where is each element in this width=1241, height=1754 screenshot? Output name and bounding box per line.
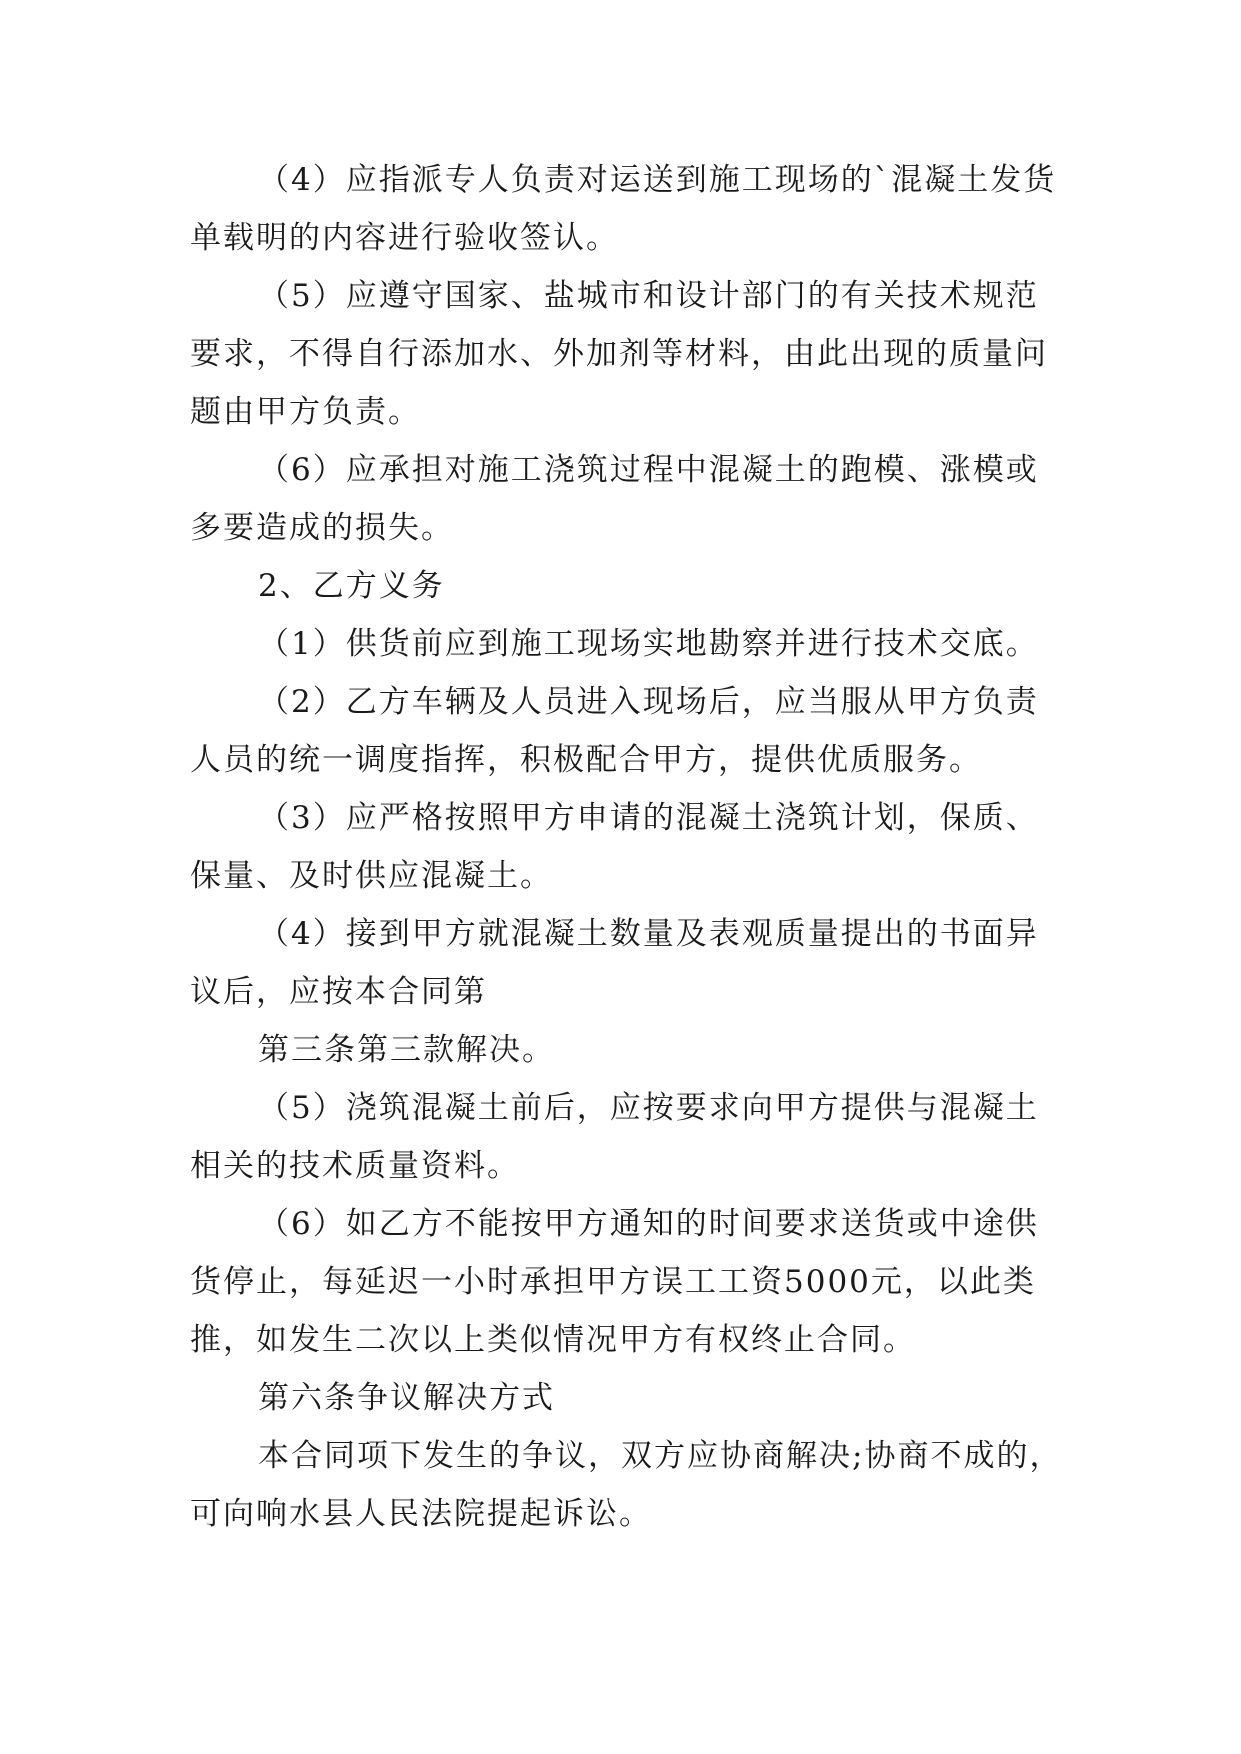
text-line: （2）乙方车辆及人员进入现场后，应当服从甲方负责: [258, 684, 1039, 720]
text-line: （1）供货前应到施工现场实地勘察并进行技术交底。: [258, 626, 1039, 662]
section-heading: 第六条争议解决方式: [258, 1380, 555, 1416]
text-line: 货停止，每延迟一小时承担甲方误工工资5000元，以此类: [190, 1264, 1036, 1300]
text-line: 多要造成的损失。: [190, 510, 454, 546]
text-line: 相关的技术质量资料。: [190, 1148, 520, 1184]
text-line: 第三条第三款解决。: [258, 1032, 555, 1068]
text-line: （6）如乙方不能按甲方通知的时间要求送货或中途供: [258, 1206, 1039, 1242]
text-line: 议后，应按本合同第: [190, 974, 487, 1010]
text-line: 题由甲方负责。: [190, 394, 421, 430]
text-line: （3）应严格按照甲方申请的混凝土浇筑计划，保质、: [258, 800, 1039, 836]
text-line: （5）应遵守国家、盐城市和设计部门的有关技术规范: [258, 278, 1039, 314]
text-line: 单载明的内容进行验收签认。: [190, 220, 619, 256]
text-line: （6）应承担对施工浇筑过程中混凝土的跑模、涨模或: [258, 452, 1039, 488]
text-line: 可向响水县人民法院提起诉讼。: [190, 1496, 652, 1532]
text-line: 要求，不得自行添加水、外加剂等材料，由此出现的质量问: [190, 336, 1048, 372]
text-line: （4）接到甲方就混凝土数量及表观质量提出的书面异: [258, 916, 1039, 952]
text-line: （4）应指派专人负责对运送到施工现场的`混凝土发货: [258, 162, 1057, 198]
text-line: 本合同项下发生的争议，双方应协商解决;协商不成的，: [258, 1438, 1063, 1474]
text-line: 推，如发生二次以上类似情况甲方有权终止合同。: [190, 1322, 916, 1358]
text-line: （5）浇筑混凝土前后，应按要求向甲方提供与混凝土: [258, 1090, 1039, 1126]
text-line: 人员的统一调度指挥，积极配合甲方，提供优质服务。: [190, 742, 982, 778]
section-heading: 2、乙方义务: [258, 568, 445, 604]
text-line: 保量、及时供应混凝土。: [190, 858, 553, 894]
